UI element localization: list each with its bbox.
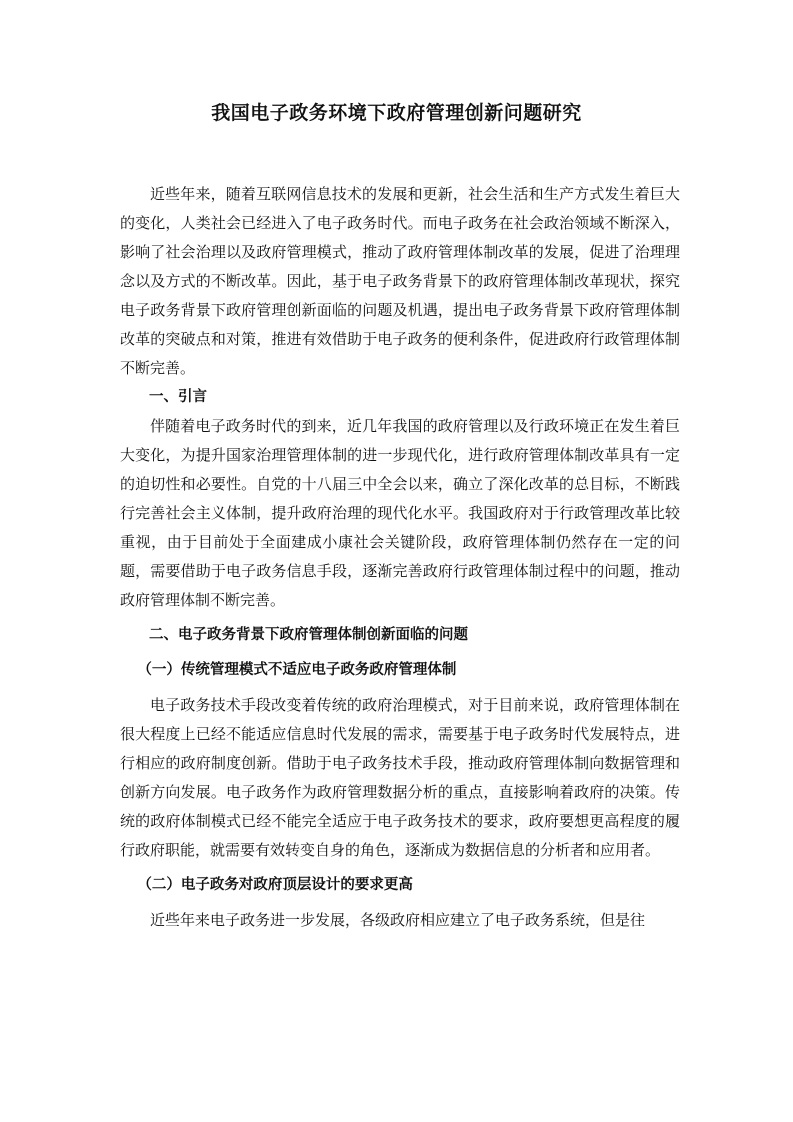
document-title: 我国电子政务环境下政府管理创新问题研究 [211,102,582,124]
document-body [120,180,680,935]
top-level-design-paragraph: 近些年来电子政务进一步发展，各级政府相应建立了电子政务系统，但是往 [150,911,646,929]
abstract-paragraph: 近些年来，随着互联网信息技术的发展和更新，社会生活和生产方式发生着巨大的变化，人类社会已经进入了电子政务时代。而电子政务在社会政治领域不断深入，影响了社会治理以及政府管理模式，推动了政府管理体制改革的发展，促进了治理理念以及方式的不断改革。因此，基于电子政务背景下的政府管理体制改革现状，探究电子政务背景下政府管理创新面临的问题及机遇，提出电子政务背景下政府管理体制改革的突破点和对策，推进有效借助于电子政务的便利条件，促进政府行政管理体制不断完善。 [120,185,680,377]
traditional-model-paragraph: 电子政务技术手段改变着传统的政府治理模式，对于目前来说，政府管理体制在很大程度上已经不能适应信息时代发展的需求，需要基于电子政务时代发展特点，进行相应的政府制度创新。借助于电子政务技术手段，推动政府管理体制向数据管理和创新方向发展。电子政务作为政府管理数据分析的重点，直接影响着政府的决策。传统的政府体制模式已经不能完全适应于电子政务技术的要求，政府要想更高程度的履行政府职能，就需要有效转变自身的角色，逐渐成为数据信息的分析者和应用者。 [120,696,680,859]
section-heading-problems: 二、电子政务背景下政府管理体制创新面临的问题 [149,627,468,643]
section-heading-introduction: 一、引言 [149,389,207,405]
subsection-heading-top-level-design: （二）电子政务对政府顶层设计的要求更高 [137,877,413,893]
subsection-heading-traditional-model: （一）传统管理模式不适应电子政务政府管理体制 [137,662,457,678]
introduction-paragraph: 伴随着电子政务时代的到来，近几年我国的政府管理以及行政环境正在发生着巨大变化，为提升国家治理管理体制的进一步现代化，进行政府管理体制改革具有一定的迫切性和必要性。自党的十八届三中全会以来，确立了深化改革的总目标，不断践行完善社会主义体制，提升政府治理的现代化水平。我国政府对于行政管理改革比较重视，由于目前处于全面建成小康社会关键阶段，政府管理体制仍然存在一定的问题，需要借助于电子政务信息手段，逐渐完善政府行政管理体制过程中的问题，推动政府管理体制不断完善。 [120,417,680,609]
